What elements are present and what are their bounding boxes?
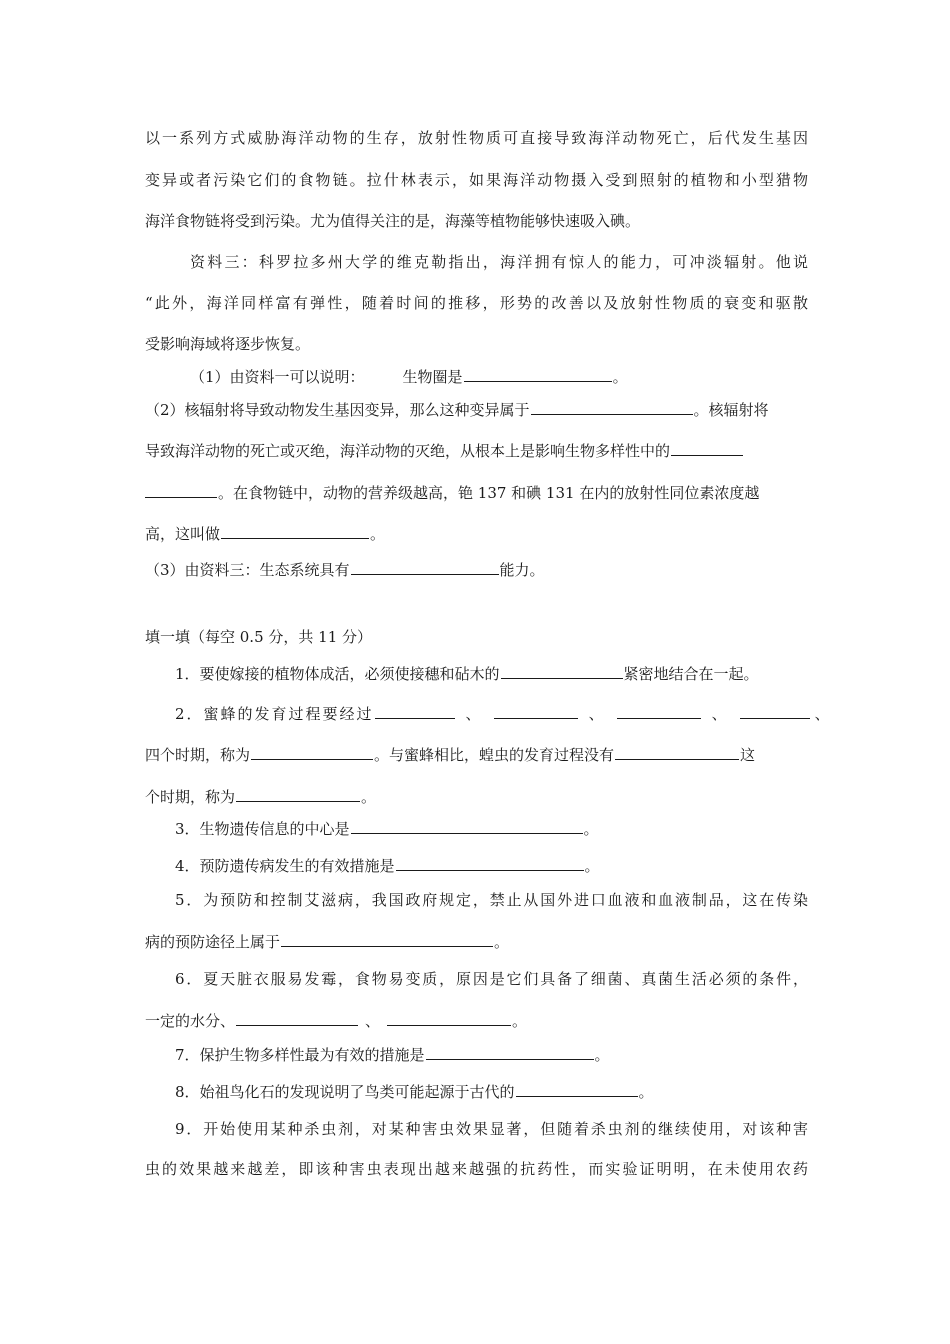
answer-blank[interactable]	[281, 932, 493, 947]
answer-blank[interactable]	[617, 704, 701, 719]
fill-question-6-line-2: 一定的水分、 、 。	[145, 1012, 528, 1030]
answer-blank[interactable]	[351, 560, 499, 575]
answer-blank[interactable]	[494, 704, 578, 719]
material2-line-3: 海洋食物链将受到污染。尤为值得关注的是，海藻等植物能够快速吸入碘。	[145, 212, 641, 230]
fill-question-9-line-2: 虫的效果越来越差，即该种害虫表现出越来越强的抗药性，而实验证明明，在未使用农药	[145, 1160, 808, 1178]
answer-blank[interactable]	[351, 819, 583, 834]
fill-question-7: 7．保护生物多样性最为有效的措施是 。	[175, 1046, 610, 1064]
sub-question-2-line-3: 。在食物链中，动物的营养级越高，铯 137 和碘 131 在内的放射性同位素浓度越	[145, 483, 759, 502]
answer-blank[interactable]	[516, 1082, 638, 1097]
sub-question-2-line-2: 导致海洋动物的死亡或灭绝，海洋动物的灭绝，从根本上是影响生物多样性中的	[145, 441, 744, 460]
section-heading: 填一填（每空 0.5 分，共 11 分）	[145, 628, 373, 646]
material3-line-1: 资料三：科罗拉多州大学的维克勒指出，海洋拥有惊人的能力，可冲淡辐射。他说	[190, 253, 808, 271]
fill-question-2-line-3: 个时期，称为 。	[145, 788, 377, 806]
answer-blank[interactable]	[615, 745, 739, 760]
answer-blank[interactable]	[531, 400, 693, 415]
answer-blank[interactable]	[501, 664, 623, 679]
answer-blank[interactable]	[464, 367, 612, 382]
answer-blank[interactable]	[426, 1045, 594, 1060]
sub-question-2-line-1: （2）核辐射将导致动物发生基因变异，那么这种变异属于 。核辐射将	[145, 401, 769, 419]
fill-question-9-line-1: 9．开始使用某种杀虫剂，对某种害虫效果显著，但随着杀虫剂的继续使用，对该种害	[175, 1120, 808, 1138]
answer-blank[interactable]	[671, 441, 743, 456]
fill-question-3: 3．生物遗传信息的中心是 。	[175, 820, 599, 838]
material2-line-2: 变异或者污染它们的食物链。拉什林表示，如果海洋动物摄入受到照射的植物和小型猎物	[145, 171, 808, 189]
fill-question-8: 8．始祖鸟化石的发现说明了鸟类可能起源于古代的 。	[175, 1083, 654, 1101]
answer-blank[interactable]	[236, 1011, 358, 1026]
material2-line-1: 以一系列方式威胁海洋动物的生存，放射性物质可直接导致海洋动物死亡，后代发生基因	[145, 129, 808, 147]
fill-question-5-line-2: 病的预防途径上属于 。	[145, 933, 510, 951]
sub-question-3: （3）由资料三：生态系统具有 能力。	[145, 561, 545, 579]
sub-question-1: （1）由资料一可以说明： 生物圈是 。	[190, 368, 628, 386]
answer-blank[interactable]	[740, 704, 810, 719]
answer-blank[interactable]	[396, 856, 584, 871]
fill-question-1: 1．要使嫁接的植物体成活，必须使接穗和砧木的 紧密地结合在一起。	[175, 665, 759, 683]
fill-question-2-line-2: 四个时期，称为 。与蜜蜂相比，蝗虫的发育过程没有 这	[145, 746, 756, 764]
material3-line-2: “此外，海洋同样富有弹性，随着时间的推移，形势的改善以及放射性物质的衰变和驱散	[145, 294, 808, 312]
answer-blank[interactable]	[251, 745, 373, 760]
answer-blank[interactable]	[221, 524, 369, 539]
answer-blank[interactable]	[236, 787, 360, 802]
answer-blank[interactable]	[375, 704, 455, 719]
material3-line-3: 受影响海域将逐步恢复。	[145, 335, 311, 353]
fill-question-4: 4．预防遗传病发生的有效措施是 。	[175, 857, 600, 875]
fill-question-2-line-1: 2．蜜蜂的发育过程要经过 、 、 、 、	[175, 705, 832, 723]
fill-question-5-line-1: 5．为预防和控制艾滋病，我国政府规定，禁止从国外进口血液和血液制品，这在传染	[175, 891, 808, 909]
answer-blank[interactable]	[387, 1011, 511, 1026]
answer-blank[interactable]	[145, 483, 217, 498]
sub-question-2-line-4: 高，这叫做 。	[145, 525, 386, 543]
fill-question-6-line-1: 6．夏天脏衣服易发霉，食物易变质，原因是它们具备了细菌、真菌生活必须的条件，	[175, 970, 808, 988]
